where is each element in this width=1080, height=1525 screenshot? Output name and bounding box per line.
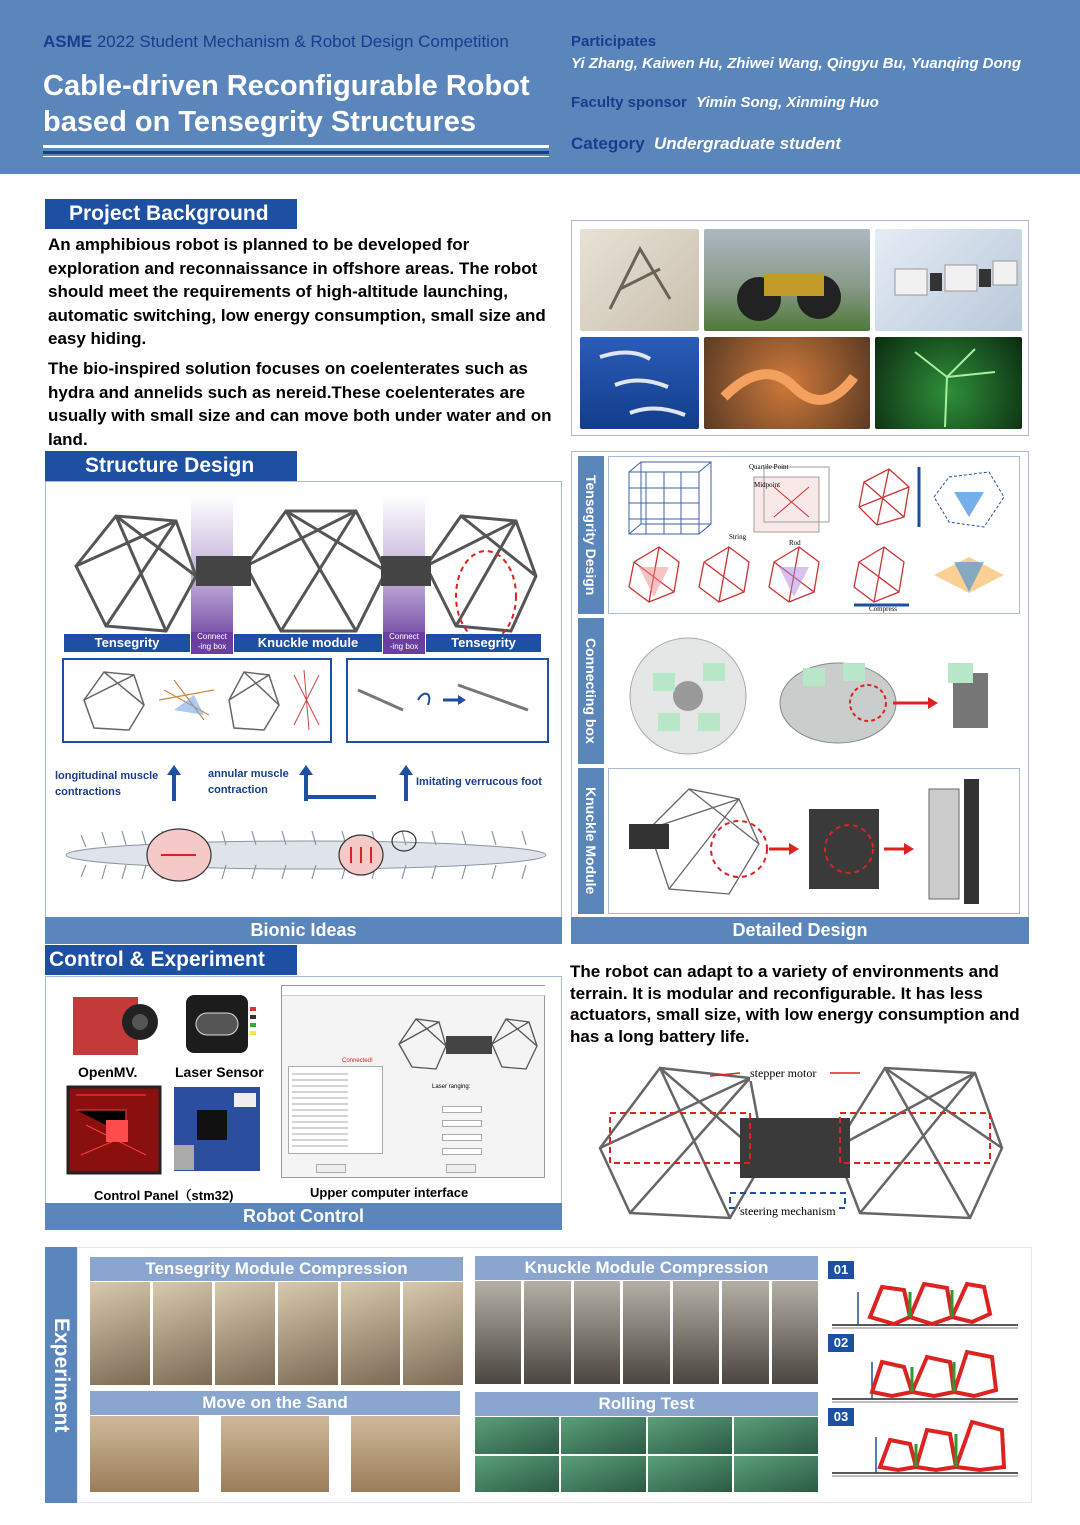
step-badge: 03 (828, 1408, 854, 1426)
competition-name: ASME 2022 Student Mechanism & Robot Design Competition (43, 32, 509, 51)
caption-bionic-ideas: Bionic Ideas (45, 917, 562, 944)
label-connecting-box: Connecting box (578, 618, 604, 764)
frame-photo (648, 1417, 732, 1454)
poster-header (0, 0, 1080, 174)
openmv-board-image (68, 987, 163, 1067)
caption-robot-control: Robot Control (45, 1203, 562, 1230)
section-heading-structure: Structure Design (45, 451, 297, 481)
sponsor-names: Yimin Song, Xinming Huo (696, 94, 879, 111)
rod-label: Rod (789, 539, 801, 547)
title-rule (43, 151, 549, 154)
step-badge: 01 (828, 1261, 854, 1279)
frame-photo (215, 1282, 275, 1385)
up-arrow-icon (396, 765, 416, 801)
caption-detailed-design: Detailed Design (571, 917, 1029, 944)
openmv-label: OpenMV. (78, 1064, 138, 1080)
longitudinal-label: longitudinal muscle contractions (55, 770, 159, 798)
background-paragraph-1: An amphibious robot is planned to be developed for exploration and reconnaissance in offshore areas. The robot should meet the requirements of high-altitude launching, automatic switching, low energy consumption, small size and easy hiding. (48, 235, 546, 349)
poster-title: Cable-driven Reconfigurable Robot based on Tensegrity Structures (43, 70, 530, 138)
bar-tensegrity-right: Tensegrity (426, 634, 541, 652)
stepper-motor-label: stepper motor (750, 1066, 817, 1080)
knuckle-diagram-box (346, 658, 549, 743)
structure-panel (45, 481, 562, 918)
tensegrity-compression-frames (90, 1282, 463, 1385)
frame-photo (221, 1416, 330, 1492)
label-knuckle-module: Knuckle Module (578, 768, 604, 914)
experiment-side-label: Experiment (45, 1247, 77, 1503)
nereid-illustration (56, 817, 551, 887)
stm32-board-image (172, 1085, 262, 1173)
up-arrow-icon (164, 765, 184, 801)
frame-photo (278, 1282, 338, 1385)
frame-photo (475, 1281, 521, 1384)
photo-wheeled-robot (704, 229, 870, 331)
frame-photo (772, 1281, 818, 1384)
title-rule (43, 145, 549, 148)
bar-connecting-left: Connect -ing box (191, 632, 233, 654)
tensegrity-design-box (608, 456, 1020, 614)
sand-caption: Move on the Sand (90, 1391, 460, 1415)
photo-small-robot (580, 229, 699, 331)
title-rule (43, 156, 549, 157)
bar-knuckle: Knuckle module (234, 634, 382, 652)
compress-label: Compress (869, 605, 897, 613)
knuckle-module-render (608, 768, 1020, 914)
frame-photo (673, 1281, 719, 1384)
rolling-frames (475, 1417, 818, 1492)
laser-ranging-label: Laser ranging: (432, 1084, 471, 1090)
laser-sensor-label: Laser Sensor (175, 1064, 264, 1080)
bar-tensegrity-left: Tensegrity (64, 634, 190, 652)
frame-photo (403, 1282, 463, 1385)
participants-label: Participates (571, 33, 657, 50)
pcb-layout-image (66, 1085, 164, 1177)
robot-render (56, 496, 546, 646)
bar-connecting-right: Connect -ing box (383, 632, 425, 654)
step-badge: 02 (828, 1334, 854, 1352)
frame-photo (351, 1416, 460, 1492)
summary-text: The robot can adapt to a variety of environments and terrain. It is modular and reconfigurable. It has less actuators, small size, with low energy consumption and has a long battery life. (570, 962, 1020, 1046)
corner-arrow-icon (296, 765, 378, 801)
quartile-label: Quartile Point (749, 463, 789, 471)
control-panel-label: Control Panel（stm32) (94, 1188, 234, 1203)
category-value: Undergraduate student (654, 134, 842, 153)
background-paragraph-2: The bio-inspired solution focuses on coelenterates such as hydra and annelids such as nereid.These coelenterates are usually with small size and can move both under water and on land. (48, 359, 552, 449)
control-panel (45, 976, 562, 1204)
tensegrity-compression-caption: Tensegrity Module Compression (90, 1257, 463, 1281)
string-label: String (729, 533, 747, 541)
section-heading-control: Control & Experiment (45, 945, 297, 975)
frame-photo (561, 1417, 645, 1454)
knuckle-compression-caption: Knuckle Module Compression (475, 1256, 818, 1280)
connecting-box-render (608, 618, 1020, 764)
connected-status: Connected! (342, 1058, 373, 1064)
label-tensegrity-design: Tensegrity Design (578, 456, 604, 614)
frame-photo (734, 1456, 818, 1493)
inspiration-photo-grid (571, 220, 1029, 436)
detailed-design-panel (571, 451, 1029, 918)
frame-photo (561, 1456, 645, 1493)
rolling-caption: Rolling Test (475, 1392, 818, 1416)
photo-robot-sequence (580, 337, 699, 429)
frame-photo (90, 1282, 150, 1385)
photo-module-chain (875, 229, 1022, 331)
frame-photo (90, 1416, 199, 1492)
sand-frames (90, 1416, 460, 1492)
photo-nereid (704, 337, 870, 429)
frame-photo (734, 1417, 818, 1454)
photo-hydra (875, 337, 1022, 429)
steering-mechanism-label: steering mechanism (740, 1204, 836, 1218)
frame-photo (574, 1281, 620, 1384)
frame-photo (475, 1456, 559, 1493)
verrucous-label: Imitating verrucous foot (416, 776, 542, 788)
frame-photo (475, 1417, 559, 1454)
category-label: Category (571, 134, 645, 153)
upper-computer-screenshot (281, 985, 545, 1178)
sponsor-label: Faculty sponsor (571, 94, 687, 111)
frame-photo (722, 1281, 768, 1384)
upper-computer-label: Upper computer interface (310, 1185, 469, 1200)
frame-photo (623, 1281, 669, 1384)
midpoint-label: Midpoint (754, 481, 781, 489)
laser-sensor-image (178, 987, 268, 1067)
tensegrity-diagram-box (62, 658, 332, 743)
tensegrity-geometry-diagram (609, 457, 1019, 613)
frame-photo (648, 1456, 732, 1493)
knuckle-compression-frames (475, 1281, 818, 1384)
section-heading-background: Project Background (45, 199, 297, 229)
frame-photo (153, 1282, 213, 1385)
frame-photo (524, 1281, 570, 1384)
annular-label: annular muscle contraction (208, 768, 289, 796)
participants-names: Yi Zhang, Kaiwen Hu, Zhiwei Wang, Qingyu Bu, Yuanqing Dong (571, 55, 1021, 72)
rolling-simulation (832, 1262, 1022, 1502)
frame-photo (341, 1282, 401, 1385)
